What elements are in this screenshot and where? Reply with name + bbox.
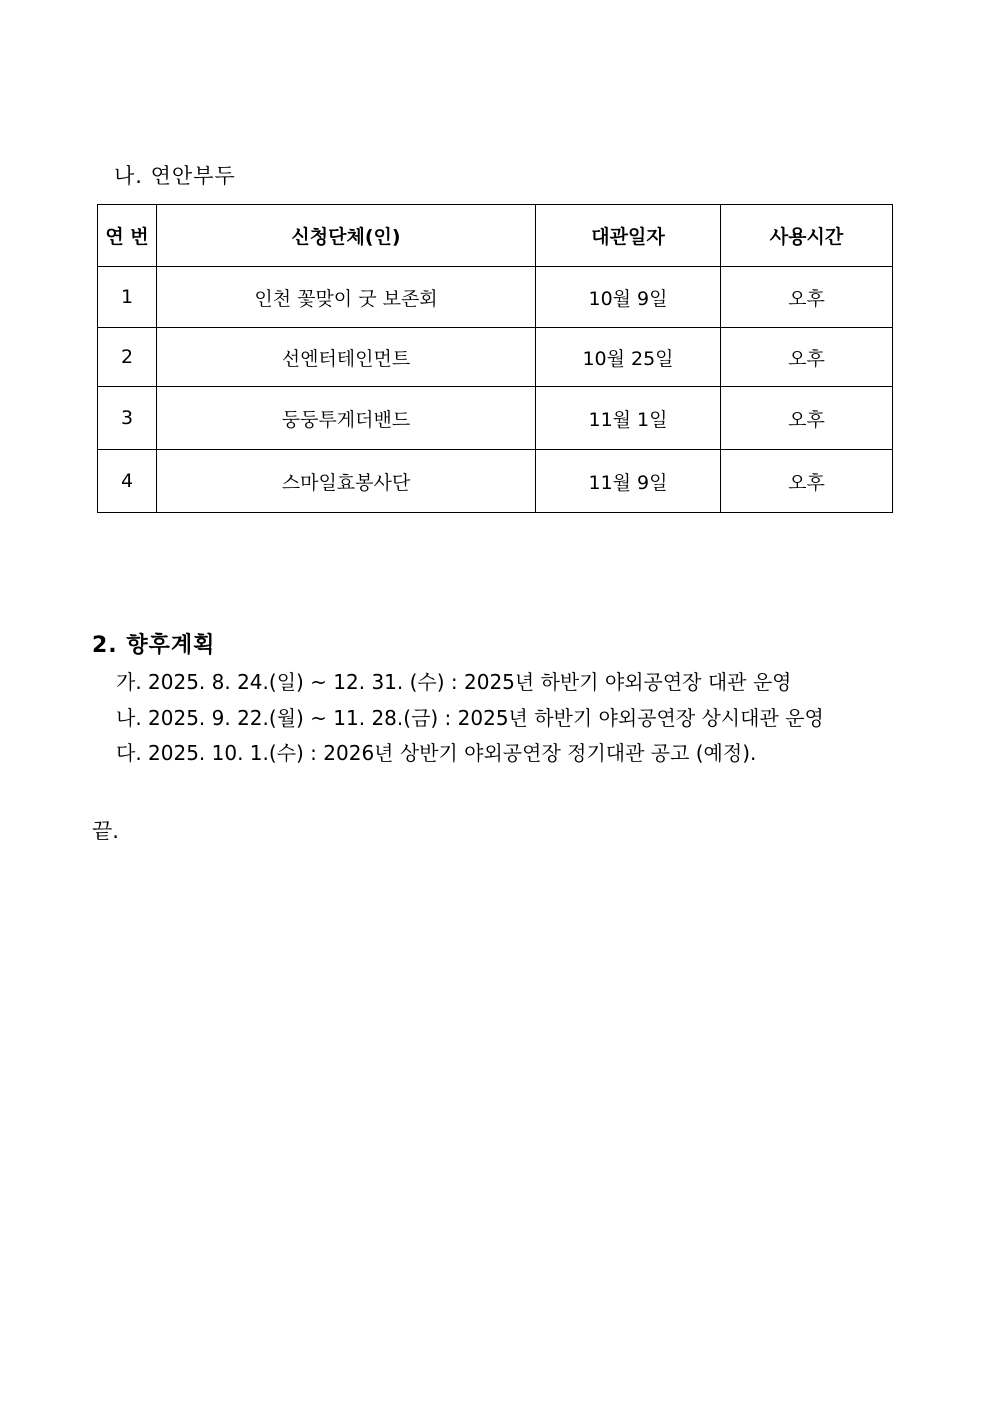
cell-date: 10월 25일 xyxy=(536,328,721,387)
header-date: 대관일자 xyxy=(536,205,721,267)
cell-no: 4 xyxy=(98,450,157,513)
venue-subheading: 나. 연안부두 xyxy=(114,164,236,188)
plan-section-title: 2. 향후계획 xyxy=(92,633,216,658)
header-group: 신청단체(인) xyxy=(157,205,536,267)
table-header-row xyxy=(98,205,893,267)
rental-table xyxy=(97,204,893,513)
cell-group: 인천 꽃맞이 굿 보존회 xyxy=(157,267,536,328)
closing-mark: 끝. xyxy=(92,819,119,843)
cell-no: 2 xyxy=(98,328,157,387)
cell-no: 1 xyxy=(98,267,157,328)
table-row xyxy=(98,387,893,450)
cell-time: 오후 xyxy=(721,267,893,328)
cell-time: 오후 xyxy=(721,387,893,450)
header-time: 사용시간 xyxy=(721,205,893,267)
cell-time: 오후 xyxy=(721,328,893,387)
cell-group: 선엔터테인먼트 xyxy=(157,328,536,387)
cell-date: 11월 1일 xyxy=(536,387,721,450)
cell-group: 스마일효봉사단 xyxy=(157,450,536,513)
cell-date: 11월 9일 xyxy=(536,450,721,513)
table-row xyxy=(98,450,893,513)
cell-date: 10월 9일 xyxy=(536,267,721,328)
plan-item: 다. 2025. 10. 1.(수) : 2026년 상반기 야외공연장 정기대관 공고 (예정). xyxy=(116,741,757,765)
cell-group: 둥둥투게더밴드 xyxy=(157,387,536,450)
table-row xyxy=(98,267,893,328)
cell-time: 오후 xyxy=(721,450,893,513)
header-no: 연 번 xyxy=(98,205,157,267)
table-row xyxy=(98,328,893,387)
plan-item: 나. 2025. 9. 22.(월) ~ 11. 28.(금) : 2025년 하반기 야외공연장 상시대관 운영 xyxy=(116,706,824,730)
cell-no: 3 xyxy=(98,387,157,450)
plan-item: 가. 2025. 8. 24.(일) ~ 12. 31. (수) : 2025년 하반기 야외공연장 대관 운영 xyxy=(116,670,792,694)
